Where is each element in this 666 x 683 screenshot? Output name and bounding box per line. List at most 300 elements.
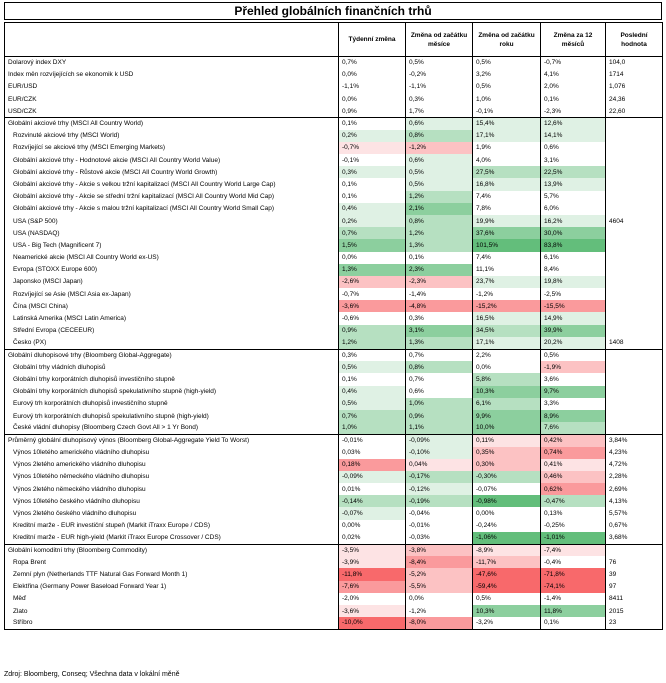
row-name: Globální akciové trhy - Akcie se střední tržní kapitalizací (MSCI All Country World Mid Cap) [5, 191, 339, 203]
row-value [606, 386, 663, 398]
row-value: -0,1% [339, 154, 406, 166]
row-value: -0,04% [406, 507, 473, 519]
table-row [5, 459, 663, 471]
row-value: 0,62% [541, 483, 606, 495]
table-row [5, 105, 663, 117]
row-name: Výnos 2letého amerického vládního dluhopisu [5, 459, 339, 471]
row-value: 0,35% [473, 447, 541, 459]
row-value: 0,1% [339, 373, 406, 385]
row-value: -10,0% [339, 617, 406, 629]
row-value: -0,7% [541, 57, 606, 69]
row-value: -0,98% [473, 495, 541, 507]
row-value: -1,2% [473, 288, 541, 300]
table-row [5, 227, 663, 239]
table-row [5, 81, 663, 93]
row-value: 8,9% [541, 410, 606, 422]
row-value: 0,4% [339, 386, 406, 398]
row-value: 1,5% [339, 239, 406, 251]
row-value: -15,5% [541, 300, 606, 312]
row-value: -0,30% [473, 471, 541, 483]
row-name: Globální akciové trhy (MSCI All Country World) [5, 117, 339, 129]
row-value: 7,6% [541, 422, 606, 434]
row-value: 0,5% [339, 398, 406, 410]
row-value [606, 252, 663, 264]
row-value: 0,6% [541, 142, 606, 154]
row-value: 17,1% [473, 130, 541, 142]
header-ytd: Změna od začátku roku [473, 23, 541, 57]
row-value: 0,7% [339, 410, 406, 422]
row-value [606, 410, 663, 422]
row-name: Čína (MSCI China) [5, 300, 339, 312]
row-value: -2,6% [339, 276, 406, 288]
row-value: -2,5% [541, 288, 606, 300]
row-value: 0,8% [406, 130, 473, 142]
row-value: -59,4% [473, 581, 541, 593]
row-name: Globální komoditní trhy (Bloomberg Commodity) [5, 544, 339, 556]
row-value: -3,6% [339, 605, 406, 617]
row-value: -0,03% [406, 532, 473, 544]
row-value: 0,6% [406, 154, 473, 166]
row-value: 24,36 [606, 93, 663, 105]
row-value: 15,4% [473, 117, 541, 129]
row-value: -1,1% [339, 81, 406, 93]
row-value [606, 373, 663, 385]
table-row [5, 568, 663, 580]
row-value: 23,7% [473, 276, 541, 288]
table-row [5, 252, 663, 264]
row-value: -8,4% [406, 556, 473, 568]
table-row [5, 300, 663, 312]
row-value: -0,14% [339, 495, 406, 507]
row-value: 0,5% [473, 57, 541, 69]
header-mtd: Změna od začátku měsíce [406, 23, 473, 57]
table-row [5, 581, 663, 593]
row-value: -0,24% [473, 520, 541, 532]
row-value [606, 117, 663, 129]
row-value: 0,6% [406, 386, 473, 398]
row-value: -0,09% [406, 434, 473, 446]
row-value: 2015 [606, 605, 663, 617]
row-name: Výnos 10letého německého vládního dluhopisu [5, 471, 339, 483]
row-value: 1408 [606, 337, 663, 349]
row-value: 22,5% [541, 166, 606, 178]
row-value: 0,00% [339, 520, 406, 532]
row-value [606, 154, 663, 166]
row-value: -0,7% [339, 288, 406, 300]
row-value: 4,72% [606, 459, 663, 471]
row-value: 6,0% [541, 203, 606, 215]
row-value: 76 [606, 556, 663, 568]
row-value: 2,2% [473, 349, 541, 361]
row-value: -5,2% [406, 568, 473, 580]
row-value: 14,9% [541, 312, 606, 324]
row-name: Kreditní marže - EUR high-yield (Markit iTraxx Europe Crossover / CDS) [5, 532, 339, 544]
row-value: 97 [606, 581, 663, 593]
row-value: 7,4% [473, 191, 541, 203]
row-value: 0,04% [406, 459, 473, 471]
table-row [5, 142, 663, 154]
row-value: 39 [606, 568, 663, 580]
row-value [606, 300, 663, 312]
row-value: 0,7% [406, 373, 473, 385]
row-value: 0,1% [541, 93, 606, 105]
row-value: -2,3% [406, 276, 473, 288]
row-value: -0,6% [339, 312, 406, 324]
row-value: -7,6% [339, 581, 406, 593]
row-value [606, 312, 663, 324]
row-value: 7,4% [473, 252, 541, 264]
table-row [5, 154, 663, 166]
row-value: 19,8% [541, 276, 606, 288]
table-row [5, 410, 663, 422]
row-value: -0,1% [473, 105, 541, 117]
row-name: Stříbro [5, 617, 339, 629]
row-value: 1,3% [339, 264, 406, 276]
row-value: 0,1% [339, 191, 406, 203]
table-row [5, 447, 663, 459]
table-row [5, 191, 663, 203]
row-value: 3,84% [606, 434, 663, 446]
row-value: 1,3% [406, 337, 473, 349]
table-row [5, 203, 663, 215]
row-name: Neamerické akcie (MSCI All Country World ex-US) [5, 252, 339, 264]
row-name: Zemní plyn (Netherlands TTF Natural Gas Forward Month 1) [5, 568, 339, 580]
row-name: USA (NASDAQ) [5, 227, 339, 239]
row-value: 6,1% [473, 398, 541, 410]
row-value [606, 264, 663, 276]
row-value: 0,9% [339, 105, 406, 117]
row-value: -11,7% [473, 556, 541, 568]
row-name: Výnos 10letého amerického vládního dluhopisu [5, 447, 339, 459]
row-value: 4,23% [606, 447, 663, 459]
row-value: 0,1% [339, 117, 406, 129]
row-value: 0,5% [473, 81, 541, 93]
row-value: 0,6% [406, 117, 473, 129]
row-value: -0,2% [406, 69, 473, 81]
table-row [5, 483, 663, 495]
row-value: 0,2% [339, 130, 406, 142]
row-value: 3,6% [541, 373, 606, 385]
row-value: 5,8% [473, 373, 541, 385]
row-value: 4604 [606, 215, 663, 227]
row-name: Index měn rozvíjejících se ekonomik k USD [5, 69, 339, 81]
row-value: 1,3% [406, 239, 473, 251]
table-row [5, 593, 663, 605]
row-name: Globální akciové trhy - Akcie s velkou tržní kapitalizací (MSCI All Country World Large Cap) [5, 178, 339, 190]
row-name: Eurový trh korporátních dluhopisů investičního stupně [5, 398, 339, 410]
row-value: 0,5% [406, 166, 473, 178]
row-value: 9,9% [473, 410, 541, 422]
row-value: 0,01% [339, 483, 406, 495]
row-name: Výnos 2letého českého vládního dluhopisu [5, 507, 339, 519]
row-value: 0,46% [541, 471, 606, 483]
table-row [5, 373, 663, 385]
row-value: -1,1% [406, 81, 473, 93]
row-value: 20,2% [541, 337, 606, 349]
row-value: 0,8% [406, 361, 473, 373]
row-name: Dolarový index DXY [5, 57, 339, 69]
row-value [606, 166, 663, 178]
row-name: Výnos 2letého německého vládního dluhopisu [5, 483, 339, 495]
row-value: 4,1% [541, 69, 606, 81]
row-name: USA - Big Tech (Magnificent 7) [5, 239, 339, 251]
row-value [606, 544, 663, 556]
row-value: 23 [606, 617, 663, 629]
row-value: 2,69% [606, 483, 663, 495]
table-row [5, 605, 663, 617]
row-value: 13,9% [541, 178, 606, 190]
row-value: -3,2% [473, 617, 541, 629]
row-value: 0,0% [339, 69, 406, 81]
row-value: 6,1% [541, 252, 606, 264]
table-row [5, 69, 663, 81]
row-name: Eurový trh korporátních dluhopisů spekulativního stupně (high-yield) [5, 410, 339, 422]
row-value: 2,3% [406, 264, 473, 276]
row-value: -0,10% [406, 447, 473, 459]
row-value: 1,1% [406, 422, 473, 434]
row-name: Měď [5, 593, 339, 605]
row-value: -0,07% [339, 507, 406, 519]
row-name: Globální trhy vládních dluhopisů [5, 361, 339, 373]
row-name: EUR/CZK [5, 93, 339, 105]
row-value [606, 325, 663, 337]
table-row [5, 495, 663, 507]
row-value: 10,3% [473, 605, 541, 617]
table-row [5, 361, 663, 373]
row-value: 0,67% [606, 520, 663, 532]
row-name: Globální akciové trhy - Růstové akcie (MSCI All Country World Growth) [5, 166, 339, 178]
row-value: -4,8% [406, 300, 473, 312]
row-value: 0,02% [339, 532, 406, 544]
row-value: -71,8% [541, 568, 606, 580]
table-row [5, 166, 663, 178]
row-value: -0,01% [339, 434, 406, 446]
row-value: -3,5% [339, 544, 406, 556]
row-value: 0,7% [406, 349, 473, 361]
row-value: 0,8% [406, 215, 473, 227]
row-name: Globální trhy korporátních dluhopisů spekulativního stupně (high-yield) [5, 386, 339, 398]
row-name: Rozvíjející se Asie (MSCI Asia ex-Japan) [5, 288, 339, 300]
market-table [4, 22, 663, 630]
row-value: -8,9% [473, 544, 541, 556]
row-value: -3,8% [406, 544, 473, 556]
row-value: 30,0% [541, 227, 606, 239]
row-value: 1,0% [406, 398, 473, 410]
row-value: 11,1% [473, 264, 541, 276]
source-note: Zdroj: Bloomberg, Conseq; Všechna data v lokální měně [4, 671, 180, 678]
row-value: 10,0% [473, 422, 541, 434]
row-value: 0,3% [339, 349, 406, 361]
table-row [5, 312, 663, 324]
row-value: -2,0% [339, 593, 406, 605]
row-value: 3,1% [541, 154, 606, 166]
row-value: 104,0 [606, 57, 663, 69]
row-value: 16,8% [473, 178, 541, 190]
row-value [606, 276, 663, 288]
row-name: Česko (PX) [5, 337, 339, 349]
table-row [5, 520, 663, 532]
row-value: 12,6% [541, 117, 606, 129]
row-value: 1,0% [473, 93, 541, 105]
header-12m: Změna za 12 měsíců [541, 23, 606, 57]
row-value: 37,6% [473, 227, 541, 239]
row-value: 3,1% [406, 325, 473, 337]
table-row [5, 130, 663, 142]
row-value: -8,0% [406, 617, 473, 629]
table-row [5, 398, 663, 410]
row-value: -15,2% [473, 300, 541, 312]
row-value: -1,4% [406, 288, 473, 300]
row-value: -3,9% [339, 556, 406, 568]
row-value [606, 349, 663, 361]
table-row [5, 215, 663, 227]
row-value: -0,17% [406, 471, 473, 483]
row-value: 0,30% [473, 459, 541, 471]
row-value: 1,2% [339, 337, 406, 349]
table-row [5, 507, 663, 519]
row-value: -47,6% [473, 568, 541, 580]
row-value: 0,1% [541, 617, 606, 629]
page-title: Přehled globálních finančních trhů [4, 2, 662, 20]
table-row [5, 434, 663, 446]
row-value: -1,4% [541, 593, 606, 605]
row-value: 0,4% [339, 203, 406, 215]
row-name: Japonsko (MSCI Japan) [5, 276, 339, 288]
row-value: -11,8% [339, 568, 406, 580]
row-value: 0,5% [339, 361, 406, 373]
row-name: Rozvinuté akciové trhy (MSCI World) [5, 130, 339, 142]
row-name: České vládní dluhopisy (Bloomberg Czech Govt All > 1 Yr Bond) [5, 422, 339, 434]
row-value: 10,3% [473, 386, 541, 398]
table-row [5, 239, 663, 251]
row-value: -1,2% [406, 605, 473, 617]
row-value: -3,6% [339, 300, 406, 312]
row-value: 19,9% [473, 215, 541, 227]
row-value: -7,4% [541, 544, 606, 556]
row-value: 0,7% [339, 57, 406, 69]
row-value: 0,5% [473, 593, 541, 605]
header-weekly: Týdenní změna [339, 23, 406, 57]
row-value: 16,2% [541, 215, 606, 227]
table-row [5, 617, 663, 629]
row-value: 1,076 [606, 81, 663, 93]
row-name: Střední Evropa (CECEEUR) [5, 325, 339, 337]
row-value [606, 178, 663, 190]
row-value: 3,68% [606, 532, 663, 544]
table-row [5, 93, 663, 105]
row-value: 1,0% [339, 422, 406, 434]
row-value: 5,57% [606, 507, 663, 519]
row-value: 3,3% [541, 398, 606, 410]
row-value: 34,5% [473, 325, 541, 337]
table-row [5, 349, 663, 361]
row-value: 0,18% [339, 459, 406, 471]
row-name: Globální akciové trhy - Hodnotové akcie (MSCI All Country World Value) [5, 154, 339, 166]
header-row [5, 23, 663, 57]
table-row [5, 556, 663, 568]
table-row [5, 337, 663, 349]
row-value: -0,7% [339, 142, 406, 154]
row-value: 0,9% [339, 325, 406, 337]
row-value: -1,2% [406, 142, 473, 154]
table-row [5, 422, 663, 434]
row-value: -0,19% [406, 495, 473, 507]
row-value: 1,2% [406, 227, 473, 239]
table-row [5, 386, 663, 398]
row-value: 2,1% [406, 203, 473, 215]
row-name: Globální dluhopisové trhy (Bloomberg Global-Aggregate) [5, 349, 339, 361]
row-value: 2,0% [541, 81, 606, 93]
row-value: 0,5% [406, 178, 473, 190]
row-name: Elektřina (Germany Power Baseload Forward Year 1) [5, 581, 339, 593]
table-row [5, 544, 663, 556]
table-row [5, 288, 663, 300]
row-value: -0,01% [406, 520, 473, 532]
header-last: Poslední hodnota [606, 23, 663, 57]
row-name: Výnos 10letého českého vládního dluhopisu [5, 495, 339, 507]
row-value: 8,4% [541, 264, 606, 276]
row-value: 1,7% [406, 105, 473, 117]
row-value: -1,01% [541, 532, 606, 544]
table-row [5, 264, 663, 276]
row-value: 0,00% [473, 507, 541, 519]
row-value: 27,5% [473, 166, 541, 178]
row-value: 0,41% [541, 459, 606, 471]
row-value: 0,5% [406, 57, 473, 69]
header-name [5, 23, 339, 57]
table-row [5, 57, 663, 69]
row-value: 39,9% [541, 325, 606, 337]
row-value [606, 203, 663, 215]
row-value: 0,1% [339, 178, 406, 190]
row-value [606, 361, 663, 373]
row-value: -1,9% [541, 361, 606, 373]
row-value: -0,09% [339, 471, 406, 483]
row-value: 16,5% [473, 312, 541, 324]
row-value: 11,8% [541, 605, 606, 617]
row-value: 0,11% [473, 434, 541, 446]
table-row [5, 276, 663, 288]
row-name: Latinská Amerika (MSCI Latin America) [5, 312, 339, 324]
row-value: -0,25% [541, 520, 606, 532]
row-value: -1,06% [473, 532, 541, 544]
row-value [606, 142, 663, 154]
table-row [5, 117, 663, 129]
row-value [606, 288, 663, 300]
row-value: -2,3% [541, 105, 606, 117]
table-row [5, 532, 663, 544]
row-value [606, 191, 663, 203]
row-value: 0,0% [339, 252, 406, 264]
row-value: 3,2% [473, 69, 541, 81]
row-value: 0,0% [406, 593, 473, 605]
row-value: 4,13% [606, 495, 663, 507]
row-value [606, 130, 663, 142]
row-value: -0,12% [406, 483, 473, 495]
row-value: 0,5% [541, 349, 606, 361]
table-row [5, 471, 663, 483]
row-value: -5,5% [406, 581, 473, 593]
row-name: USA (S&P 500) [5, 215, 339, 227]
row-value: 101,5% [473, 239, 541, 251]
row-name: Globální trhy korporátních dluhopisů investičního stupně [5, 373, 339, 385]
row-value [606, 398, 663, 410]
row-value: 22,60 [606, 105, 663, 117]
row-value: 1,2% [406, 191, 473, 203]
row-value: 17,1% [473, 337, 541, 349]
row-value: -74,1% [541, 581, 606, 593]
row-value: 0,3% [406, 93, 473, 105]
